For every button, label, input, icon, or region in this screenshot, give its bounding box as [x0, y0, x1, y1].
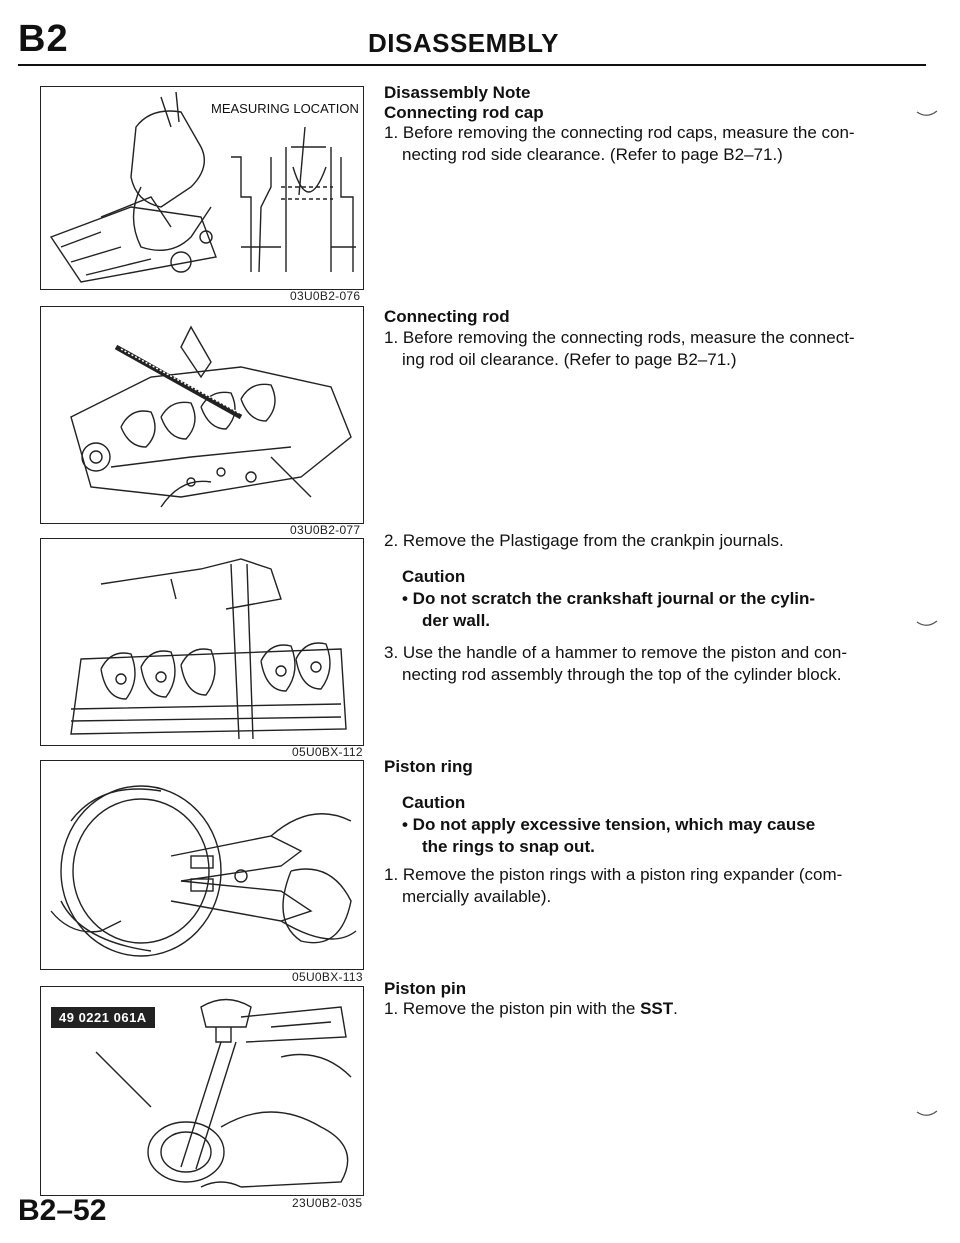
figure-code: 05U0BX-113 [292, 970, 363, 984]
step-text: 1. Remove the piston rings with a piston ring expander (com- [384, 865, 843, 884]
illustration-plastigage-scale [41, 307, 363, 523]
illustration-hammer-piston-removal [41, 539, 363, 745]
step-rod-3 [384, 642, 864, 686]
step-ring-1 [384, 864, 864, 908]
caution-text: • Do not scratch the crankshaft journal or the cylin- [402, 589, 816, 608]
subheading-connecting-rod-cap: Connecting rod cap [384, 103, 544, 122]
step-text: 3. Use the handle of a hammer to remove the piston and con- [384, 643, 848, 662]
step-text: necting rod side clearance. (Refer to page B2–71.) [402, 145, 783, 164]
figure-piston-pin-sst [40, 986, 364, 1196]
step-pin-1 [384, 998, 864, 1020]
figure-hammer-handle [40, 538, 364, 746]
page-title: DISASSEMBLY [368, 28, 559, 58]
header-rule [18, 64, 926, 66]
figure-measuring-side-clearance [40, 86, 364, 290]
figure-code: 05U0BX-112 [292, 745, 363, 759]
subheading-piston-pin: Piston pin [384, 979, 467, 998]
step-rod-2: 2. Remove the Plastigage from the crankpin journals. [384, 531, 784, 550]
step-text: necting rod assembly through the top of the cylinder block. [402, 665, 842, 684]
step-rod-cap-1 [384, 122, 864, 166]
illustration-feeler-gauge [41, 87, 363, 289]
subheading-connecting-rod: Connecting rod [384, 307, 510, 326]
caution-block-rod [402, 566, 862, 632]
caution-title: Caution [402, 567, 466, 586]
edge-mark-icon [916, 110, 938, 120]
edge-mark-icon [916, 1110, 938, 1120]
section-code: B2 [18, 18, 69, 60]
caution-text: • Do not apply excessive tension, which may cause [402, 815, 816, 834]
subheading-piston-ring: Piston ring [384, 757, 473, 776]
caution-block-ring [402, 792, 862, 858]
edge-mark-icon [916, 620, 938, 630]
figure-label-measuring-location: MEASURING LOCATION [211, 101, 359, 116]
figure-piston-ring-expander [40, 760, 364, 970]
caution-text: der wall. [422, 611, 491, 630]
sst-number-badge: 49 0221 061A [51, 1007, 155, 1028]
section-heading: Disassembly Note [384, 83, 531, 102]
step-text: 1. Before removing the connecting rod caps, measure the con- [384, 123, 855, 142]
step-text: ing rod oil clearance. (Refer to page B2–71.) [402, 350, 737, 369]
step-text: 1. Before removing the connecting rods, measure the connect- [384, 328, 855, 347]
figure-code: 23U0B2-035 [292, 1196, 363, 1210]
figure-code: 03U0B2-077 [290, 523, 361, 537]
sst-reference: SST [640, 999, 674, 1018]
page-number: B2–52 [18, 1194, 107, 1227]
figure-code: 03U0B2-076 [290, 289, 361, 303]
step-text: 1. Remove the piston pin with the [384, 999, 641, 1018]
caution-text: the rings to snap out. [422, 837, 595, 856]
figure-oil-clearance [40, 306, 364, 524]
caution-title: Caution [402, 793, 466, 812]
illustration-ring-expander [41, 761, 363, 969]
step-rod-1 [384, 327, 864, 371]
step-text: . [673, 999, 678, 1018]
step-text: mercially available). [402, 887, 552, 906]
